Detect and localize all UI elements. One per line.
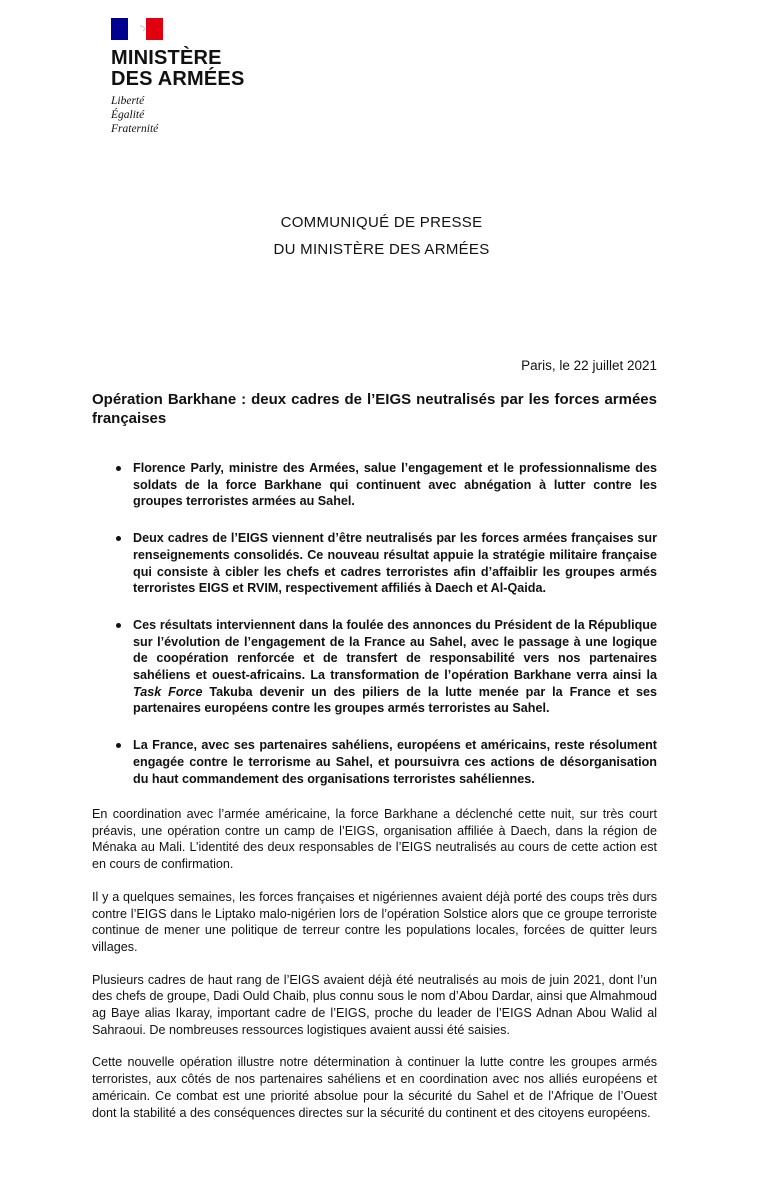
bullet-icon — [116, 536, 121, 541]
body-text — [92, 806, 657, 1137]
key-point-item — [112, 530, 657, 597]
body-paragraph: Plusieurs cadres de haut rang de l’EIGS avaient déjà été neutralisés au mois de juin 2021, dont l’un des chefs de groupe, Dadi Ould Chaib, plus connu sous le nom d’Abou Dardar, ainsi que Almahmoud ag Baye alias Ikaray, important cadre de l’EIGS, proche du leader de l’EIGS Adnan Abou Walid al Sahraoui. De nombreuses ressources logistiques avaient aussi été saisies. — [92, 972, 657, 1037]
marianne-profile-icon — [125, 20, 149, 38]
bullet-icon — [116, 743, 121, 748]
key-point-item — [112, 617, 657, 717]
motto-egalite: Égalité — [111, 109, 145, 121]
marianne-flag-icon — [111, 18, 163, 40]
motto-liberte: Liberté — [111, 95, 145, 107]
key-point-item — [112, 737, 657, 787]
republic-motto — [111, 94, 231, 136]
dateline: Paris, le 22 juillet 2021 — [521, 358, 657, 373]
key-point-text — [133, 618, 657, 716]
key-points-list — [112, 460, 657, 807]
bullet-icon — [116, 623, 121, 628]
document-title-line2: DU MINISTÈRE DES ARMÉES — [273, 241, 490, 258]
document-title — [0, 209, 763, 263]
motto-fraternite: Fraternité — [111, 123, 159, 135]
body-paragraph: Il y a quelques semaines, les forces françaises et nigériennes avaient déjà porté des coups très durs contre l’EIGS dans le Liptako malo-nigérien lors de l’opération Solstice alors que ce groupe terroriste continue de mener une politique de terreur contre les populations locales, forcées de quitter leurs villages. — [92, 889, 657, 954]
headline: Opération Barkhane : deux cadres de l’EIGS neutralisés par les forces armées françaises — [92, 391, 657, 427]
key-point-text: La France, avec ses partenaires sahéliens, européens et américains, reste résolument engagée contre le terrorisme au Sahel, et poursuivra ces actions de désorganisation du haut commandement des organisations terroristes sahéliennes. — [133, 738, 657, 786]
bullet-icon — [116, 466, 121, 471]
ministry-name-line2: DES ARMÉES — [111, 68, 245, 90]
ministry-name-line1: MINISTÈRE — [111, 47, 222, 69]
document-title-line1: COMMUNIQUÉ DE PRESSE — [280, 214, 483, 231]
task-force-emphasis: Task Force — [133, 684, 203, 699]
key-point-text-part1: Ces résultats interviennent dans la foulée des annonces du Président de la République sur l’évolution de l’engagement de la France au Sahel, avec le passage à une logique de coopération renforcée et de transfert de responsabilité vers nos partenaires sahéliens et ouest-africains. La transformation de l’opération Barkhane verra ainsi la — [133, 617, 657, 683]
key-point-text-part2: Takuba devenir un des piliers de la lutte menée par la France et ses partenaires européens contre les groupes armés terroristes au Sahel. — [133, 684, 657, 716]
key-point-text: Florence Parly, ministre des Armées, salue l’engagement et le professionnalisme des soldats de la force Barkhane qui continuent avec abnégation à lutter contre les groupes terroristes armées au Sahel. — [133, 461, 657, 509]
key-point-item — [112, 460, 657, 510]
body-paragraph: Cette nouvelle opération illustre notre détermination à continuer la lutte contre les groupes armés terroristes, aux côtés de nos partenaires sahéliens et en coordination avec nos alliés européens et américain. Ce combat est une priorité absolue pour la sécurité du Sahel et de l’Afrique de l’Ouest dont la stabilité a des conséquences directes sur la sécurité du continent et des citoyens européens. — [92, 1055, 657, 1120]
key-point-text: Deux cadres de l’EIGS viennent d’être neutralisés par les forces armées françaises sur renseignements consolidés. Ce nouveau résultat appuie la stratégie militaire française qui consiste à cibler les chefs et cadres terroristes afin d’affaiblir les groupes armés terroristes EIGS et RVIM, respectivement affiliés à Daech et Al-Qaida. — [133, 531, 657, 596]
ministry-name — [111, 48, 311, 90]
body-paragraph: En coordination avec l’armée américaine, la force Barkhane a déclenché cette nuit, sur très court préavis, une opération contre un camp de l’EIGS, organisation affiliée à Daech, dans la région de Ménaka au Mali. L’identité des deux responsables de l’EIGS neutralisés au cours de cette action est en cours de confirmation. — [92, 807, 657, 872]
